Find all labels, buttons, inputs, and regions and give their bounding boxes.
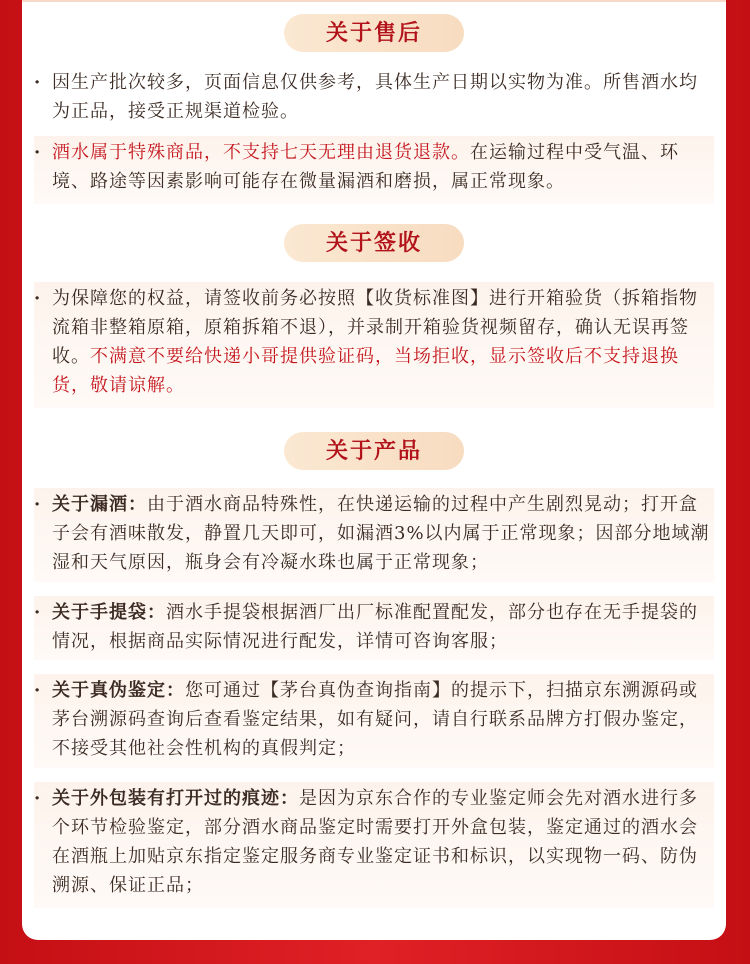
item-label: 关于漏酒： (52, 494, 147, 515)
item-text: 因生产批次较多，页面信息仅供参考，具体生产日期以实物为准。所售酒水均为正品，接受正规渠道检验。 (52, 72, 698, 122)
bullet: · (34, 142, 42, 163)
warning-text: 不满意不要给快递小哥提供验证码，当场拒收，显示签收后不支持退换货，敬请谅解。 (52, 346, 679, 396)
item-text: 是因为京东合作的专业鉴定师会先对酒水进行多个环节检验鉴定，部分酒水商品鉴定时需要打开外盒包装，鉴定通过的酒水会在酒瓶上加贴京东指定鉴定服务商专业鉴定证书和标识，以实现物一码、防伪溯源、保证正品； (52, 788, 698, 896)
list-item (34, 782, 714, 908)
item-text: 由于酒水商品特殊性，在快递运输的过程中产生剧烈晃动；打开盒子会有酒味散发，静置几天即可，如漏酒3%以内属于正常现象；因部分地域潮湿和天气原因，瓶身会有冷凝水珠也属于正常现象； (52, 494, 710, 573)
list-item (34, 596, 714, 660)
section-title-product: 关于产品 (284, 432, 464, 470)
list-item (34, 136, 714, 204)
item-text: 酒水手提袋根据酒厂出厂标准配置配发，部分也存在无手提袋的情况，根据商品实际情况进行配发，详情可咨询客服； (52, 602, 698, 652)
list-item (34, 488, 714, 582)
bullet: · (34, 288, 42, 309)
content-card (22, 0, 726, 940)
bullet: · (34, 494, 42, 515)
bullet: · (34, 680, 42, 701)
bullet: · (34, 788, 42, 809)
list-item (34, 282, 714, 408)
item-label: 关于外包装有打开过的痕迹： (52, 788, 299, 809)
item-text: 您可通过【茅台真伪查询指南】的提示下，扫描京东溯源码或茅台溯源码查询后查看鉴定结果，如有疑问，请自行联系品牌方打假办鉴定，不接受其他社会性机构的真假判定； (52, 680, 698, 759)
bullet: · (34, 72, 42, 93)
section-title-after-sales: 关于售后 (284, 14, 464, 52)
list-item (34, 68, 714, 126)
warning-text: 酒水属于特殊商品，不支持七天无理由退货退款。 (52, 142, 470, 163)
section-title-signing: 关于签收 (284, 224, 464, 262)
bullet: · (34, 602, 42, 623)
item-text: 为保障您的权益，请签收前务必按照【收货标准图】进行开箱验货（拆箱指物流箱非整箱原箱，原箱拆箱不退），并录制开箱验货视频留存，确认无误再签收。 (52, 288, 698, 367)
item-text: 在运输过程中受气温、环境、路途等因素影响可能存在微量漏酒和磨损，属正常现象。 (52, 142, 679, 192)
item-label: 关于手提袋： (52, 602, 166, 623)
item-label: 关于真伪鉴定： (52, 680, 185, 701)
list-item (34, 674, 714, 768)
